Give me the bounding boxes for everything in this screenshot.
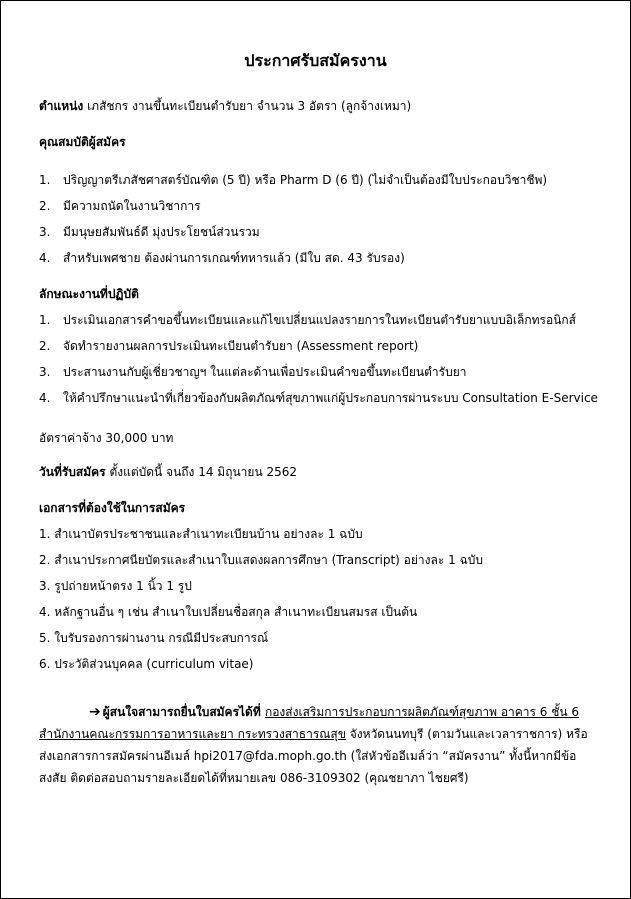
- duty-item: 3. ประสานงานกับผู้เชี่ยวชาญฯ ในแต่ละด้านเพื่อประเมินคำขอขึ้นทะเบียนตำรับยา: [39, 365, 467, 379]
- document-item: 4. หลักฐานอื่น ๆ เช่น สำเนาใบเปลี่ยนชื่อสกุล สำเนาทะเบียนสมรส เป็นต้น: [39, 605, 418, 619]
- salary-line: อัตราค่าจ้าง 30,000 บาท: [39, 431, 174, 445]
- notice-rest: จังหวัดนนทบุรี (ตามวันและเวลาราชการ) หรือส่งเอกสารการสมัครผ่านอีเมล์ hpi2017@fda.moph.go.th (ใส่หัวข้ออีเมล์ว่า “สมัครงาน” ทั้งนี้หากมีข้อสงสัย ติดต่อสอบถามรายละเอียดได้ที่หมายเลข 086-3109302 (คุณชยาภา ไชยศรี): [39, 727, 588, 785]
- duties-heading: ลักษณะงานที่ปฏิบัติ: [39, 287, 139, 301]
- document-item: 6. ประวัติส่วนบุคคล (curriculum vitae): [39, 657, 254, 671]
- application-period-label: วันที่รับสมัคร: [39, 465, 106, 479]
- duty-item: 2. จัดทำรายงานผลการประเมินทะเบียนตำรับยา (Assessment report): [39, 339, 419, 353]
- page-title: ประกาศรับสมัครงาน: [244, 51, 387, 70]
- notice-intro: ผู้สนใจสามารถยื่นใบสมัครได้ที่: [102, 705, 265, 719]
- qualification-item: 3. มีมนุษยสัมพันธ์ดี มุ่งประโยชน์ส่วนรวม: [39, 225, 260, 239]
- application-notice: [39, 701, 599, 789]
- position-label: ตำแหน่ง: [39, 99, 84, 113]
- duty-item: 1. ประเมินเอกสารคำขอขึ้นทะเบียนและแก้ไขเปลี่ยนแปลงรายการในทะเบียนตำรับยาแบบอิเล็กทรอนิกส์: [39, 313, 576, 327]
- document-item: 5. ใบรับรองการผ่านงาน กรณีมีประสบการณ์: [39, 631, 269, 645]
- application-period-text: ตั้งแต่บัดนี้ จนถึง 14 มิถุนายน 2562: [105, 465, 298, 479]
- notice-place: กองส่งเสริมการประกอบการผลิตภัณฑ์สุขภาพ อาคาร 6 ชั้น 6 สำนักงานคณะกรรมการอาหารและยา กระทรวงสาธารณสุข: [39, 705, 580, 741]
- qualification-item: 2. มีความถนัดในงานวิชาการ: [39, 199, 201, 213]
- qualifications-heading: คุณสมบัติผู้สมัคร: [39, 135, 126, 149]
- document-item: 3. รูปถ่ายหน้าตรง 1 นิ้ว 1 รูป: [39, 579, 192, 593]
- qualification-item: 1. ปริญญาตรีเภสัชศาสตร์บัณฑิต (5 ปี) หรือ Pharm D (6 ปี) (ไม่จำเป็นต้องมีใบประกอบวิชาชีพ): [39, 173, 548, 187]
- arrow-right-icon: ➔: [89, 704, 101, 720]
- qualification-item: 4. สำหรับเพศชาย ต้องผ่านการเกณฑ์ทหารแล้ว (มีใบ สด. 43 รับรอง): [39, 251, 405, 265]
- document-item: 1. สำเนาบัตรประชาชนและสำเนาทะเบียนบ้าน อย่างละ 1 ฉบับ: [39, 527, 363, 541]
- duty-item: 4. ให้คำปรึกษาแนะนำที่เกี่ยวข้องกับผลิตภัณฑ์สุขภาพแก่ผู้ประกอบการผ่านระบบ Consultation E-Service: [39, 391, 598, 405]
- documents-heading: เอกสารที่ต้องใช้ในการสมัคร: [39, 501, 186, 515]
- application-period-line: [39, 463, 297, 482]
- document-item: 2. สำเนาประกาศนียบัตรและสำเนาใบแสดงผลการศึกษา (Transcript) อย่างละ 1 ฉบับ: [39, 553, 483, 567]
- position-line: [39, 97, 411, 116]
- position-text: เภสัชกร งานขึ้นทะเบียนตำรับยา จำนวน 3 อัตรา (ลูกจ้างเหมา): [83, 99, 412, 113]
